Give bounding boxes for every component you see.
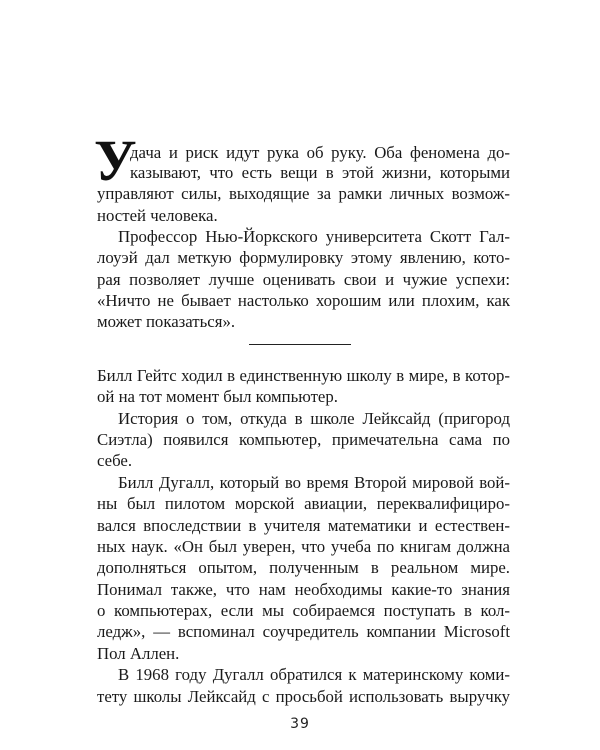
text-line: ледж», — вспоминал соучредитель компании Microsoft: [97, 622, 510, 641]
text-line: В 1968 году Дугалл обратился к материнскому коми-: [118, 665, 510, 684]
text-line: может показаться».: [97, 312, 236, 331]
text-line: Понимал также, что нам необходимы какие-то знания: [97, 580, 510, 599]
text-line: дополняться опытом, полученным в реальном мире.: [97, 558, 510, 577]
text-line: История о том, откуда в школе Лейксайд (пригород: [118, 409, 510, 428]
section-divider: [249, 344, 351, 345]
text-line: управляют силы, выходящие за рамки личных возмож-: [97, 184, 510, 203]
text-line: ностей человека.: [97, 206, 218, 225]
text-line: казывают, что есть вещи в этой жизни, которыми: [130, 163, 510, 182]
drop-cap: У: [94, 128, 137, 193]
text-line: ны был пилотом морской авиации, переквалифициро-: [97, 494, 510, 513]
text-line: Пол Аллен.: [97, 644, 180, 663]
text-line: «Ничто не бывает настолько хорошим или плохим, как: [97, 291, 510, 310]
text-line: дача и риск идут рука об руку. Оба феномена до-: [130, 143, 510, 162]
text-line: Профессор Нью-Йоркского университета Скотт Гал-: [118, 227, 510, 246]
text-line: Билл Гейтс ходил в единственную школу в мире, в котор-: [97, 366, 510, 385]
text-line: о компьютерах, если мы собираемся поступать в кол-: [97, 601, 510, 620]
text-line: ой на тот момент был компьютер.: [97, 387, 338, 406]
page-number: 39: [290, 716, 310, 732]
text-line: Сиэтла) появился компьютер, примечательна сама по: [97, 430, 510, 449]
text-line: себе.: [97, 451, 133, 470]
text-line: рая позволяет лучше оценивать свои и чужие успехи:: [97, 270, 510, 289]
text-line: тету школы Лейксайд с просьбой использовать выручку: [97, 687, 510, 706]
text-line: лоуэй дал меткую формулировку этому явлению, кото-: [97, 248, 510, 267]
text-line: вался впоследствии в учителя математики и естествен-: [97, 516, 510, 535]
text-line: Билл Дугалл, который во время Второй мировой вой-: [118, 473, 510, 492]
text-line: ных наук. «Он был уверен, что учеба по книгам должна: [97, 537, 510, 556]
